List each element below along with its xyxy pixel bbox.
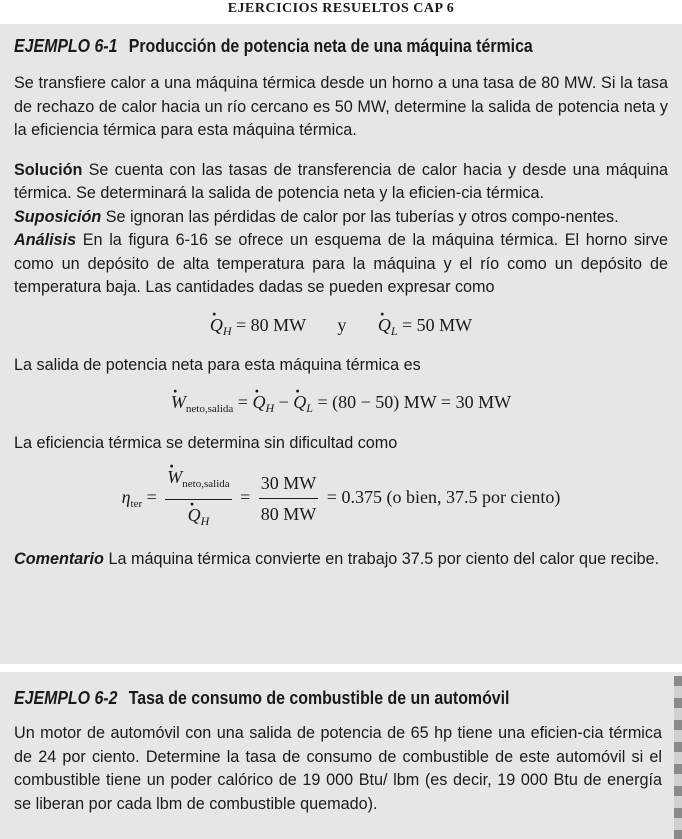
comment-paragraph xyxy=(14,548,668,572)
problem-statement: Un motor de automóvil con una salida de potencia de 65 hp tiene una eficien-cia térmica de 24 por ciento. Determine la tasa de consumo de combustible de este automóvil si el combustible tiene un poder calórico de 19 000 Btu/ lbm (es decir, 19 000 Btu de energía se liberan por cada lbm de combustible quemado). xyxy=(14,724,662,813)
equation-net-power: · $W_{neto,salida}$ = · $Q_H$ − · $Q_L = (80 - 50)$ MW = 30 MW xyxy=(14,389,668,422)
assumption-text: Se ignoran las pérdidas de calor por las tuberías y otros compo-nentes. xyxy=(105,207,619,226)
equation-heat-rates: · $Q_H = 80$ MW y · $Q_L = 50$ MW xyxy=(14,312,668,344)
solution-label: Solución xyxy=(14,160,83,179)
efficiency-intro: La eficiencia térmica se determina sin dificultad como xyxy=(14,434,398,452)
fraction-values xyxy=(259,470,319,527)
efficiency-note: (o bien, 37.5 por ciento) xyxy=(386,486,561,507)
example-6-2-heading xyxy=(14,686,576,710)
assumption-paragraph xyxy=(14,206,668,230)
frac-num-subscript: neto,salida xyxy=(182,477,230,490)
frac-den-value: 80 MW xyxy=(260,504,317,524)
frac-num-value: 30 MW xyxy=(259,470,319,499)
example-title: Tasa de consumo de combustible de un automóvil xyxy=(128,687,510,708)
net-power-rhs: = (80 − 50) MW = 30 MW xyxy=(317,392,512,412)
eq-connector: y xyxy=(337,314,347,335)
solution-text: Se cuenta con las tasas de transferencia de calor hacia y desde una máquina térmica. Se determinará la salida de potencia neta y la eficien-cia térmica. xyxy=(14,160,669,202)
analysis-text: En la figura 6-16 se ofrece un esquema de la máquina térmica. El horno sirve como un depósito de alta temperatura para la máquina y el río como un depósito de temperatura baja. Las cantidades dadas se pueden expresar como xyxy=(14,231,668,296)
example-6-1-heading xyxy=(14,34,576,58)
qh-value: = 80 MW xyxy=(236,314,306,335)
fraction-w-over-q: · $W_{neto,salida}$ · $Q_H$ xyxy=(165,464,231,534)
page-edge-marks xyxy=(674,676,682,839)
analysis-label: Análisis xyxy=(14,231,77,249)
example-label: EJEMPLO 6-2 xyxy=(14,687,118,708)
w-subscript: neto,salida xyxy=(185,403,234,415)
example-6-2-card xyxy=(0,672,682,839)
ql-value: = 50 MW xyxy=(402,314,473,335)
assumption-label: Suposición xyxy=(14,207,102,226)
page-title: EJERCICIOS RESUELTOS CAP 6 xyxy=(227,1,455,16)
eta-subscript: ter xyxy=(130,497,143,510)
analysis-paragraph xyxy=(14,229,668,300)
example-6-1-card xyxy=(0,24,682,664)
comment-label: Comentario xyxy=(14,549,104,568)
solution-paragraph xyxy=(14,159,668,206)
power-intro: La salida de potencia neta para esta máquina térmica es xyxy=(14,355,421,374)
example-label: EJEMPLO 6-1 xyxy=(14,35,118,56)
equation-efficiency: $\eta_{ter}$ = · $W_{neto,salida}$ · $Q_H$ = $\frac{30 MW}{80 MW}$ = 0.375 (o bien, 37.5 por ciento) xyxy=(14,464,668,534)
efficiency-result: = 0.375 xyxy=(326,486,382,507)
comment-text: La máquina térmica convierte en trabajo 37.5 por ciento del calor que recibe. xyxy=(108,549,660,568)
example-title: Producción de potencia neta de una máquina térmica xyxy=(128,35,533,56)
problem-statement: Se transfiere calor a una máquina térmica desde un horno a una tasa de 80 MW. Si la tasa de rechazo de calor hacia un río cercano es 50 MW, determine la salida de potencia neta y la eficiencia térmica para esta máquina térmica. xyxy=(14,74,668,139)
